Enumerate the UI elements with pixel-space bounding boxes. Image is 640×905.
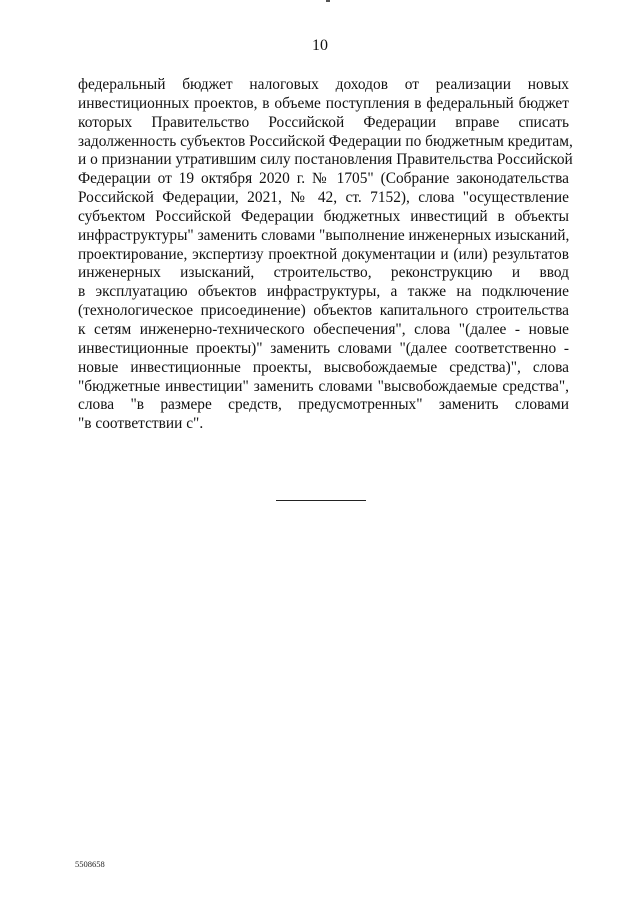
text-line: инженерных изысканий, строительство, реконструкцию и ввод xyxy=(78,264,569,282)
end-separator-line xyxy=(276,500,366,501)
scan-mark xyxy=(326,0,330,2)
text-line: субъектом Российской Федерации бюджетных инвестиций в объекты xyxy=(78,207,569,225)
text-line: инвестиционных проектов, в объеме поступления в федеральный бюджет xyxy=(78,94,569,112)
text-line: слова "в размере средств, предусмотренных" заменить словами xyxy=(78,396,569,414)
page-number: 10 xyxy=(312,37,328,54)
text-line: и о признании утратившим силу постановления Правительства Российской xyxy=(78,151,573,169)
body-text xyxy=(78,76,573,434)
text-line: к сетям инженерно-технического обеспечения", слова "(далее - новые xyxy=(78,320,569,338)
text-line: новые инвестиционные проекты, высвобождаемые средства)", слова xyxy=(78,358,569,376)
text-line: проектирование, экспертизу проектной документации и (или) результатов xyxy=(78,245,569,263)
text-line: инфраструктуры" заменить словами "выполнение инженерных изысканий, xyxy=(78,226,570,244)
text-line: Федерации от 19 октября 2020 г. № 1705" (Собрание законодательства xyxy=(78,170,569,188)
text-line: задолженность субъектов Российской Федерации по бюджетным кредитам, xyxy=(78,132,573,150)
text-line: "бюджетные инвестиции" заменить словами "высвобождаемые средства", xyxy=(78,377,569,395)
text-line: инвестиционные проекты)" заменить словами "(далее соответственно - xyxy=(78,339,569,357)
text-line: которых Правительство Российской Федерации вправе списать xyxy=(78,113,569,131)
text-line: (технологическое присоединение) объектов капитального строительства xyxy=(78,302,569,320)
text-line: в эксплуатацию объектов инфраструктуры, а также на подключение xyxy=(78,283,569,301)
text-line: федеральный бюджет налоговых доходов от реализации новых xyxy=(78,76,569,93)
text-line: Российской Федерации, 2021, № 42, ст. 7152), слова "осуществление xyxy=(78,189,569,207)
document-id: 5508658 xyxy=(75,859,105,869)
text-line: "в соответствии с". xyxy=(78,415,204,433)
